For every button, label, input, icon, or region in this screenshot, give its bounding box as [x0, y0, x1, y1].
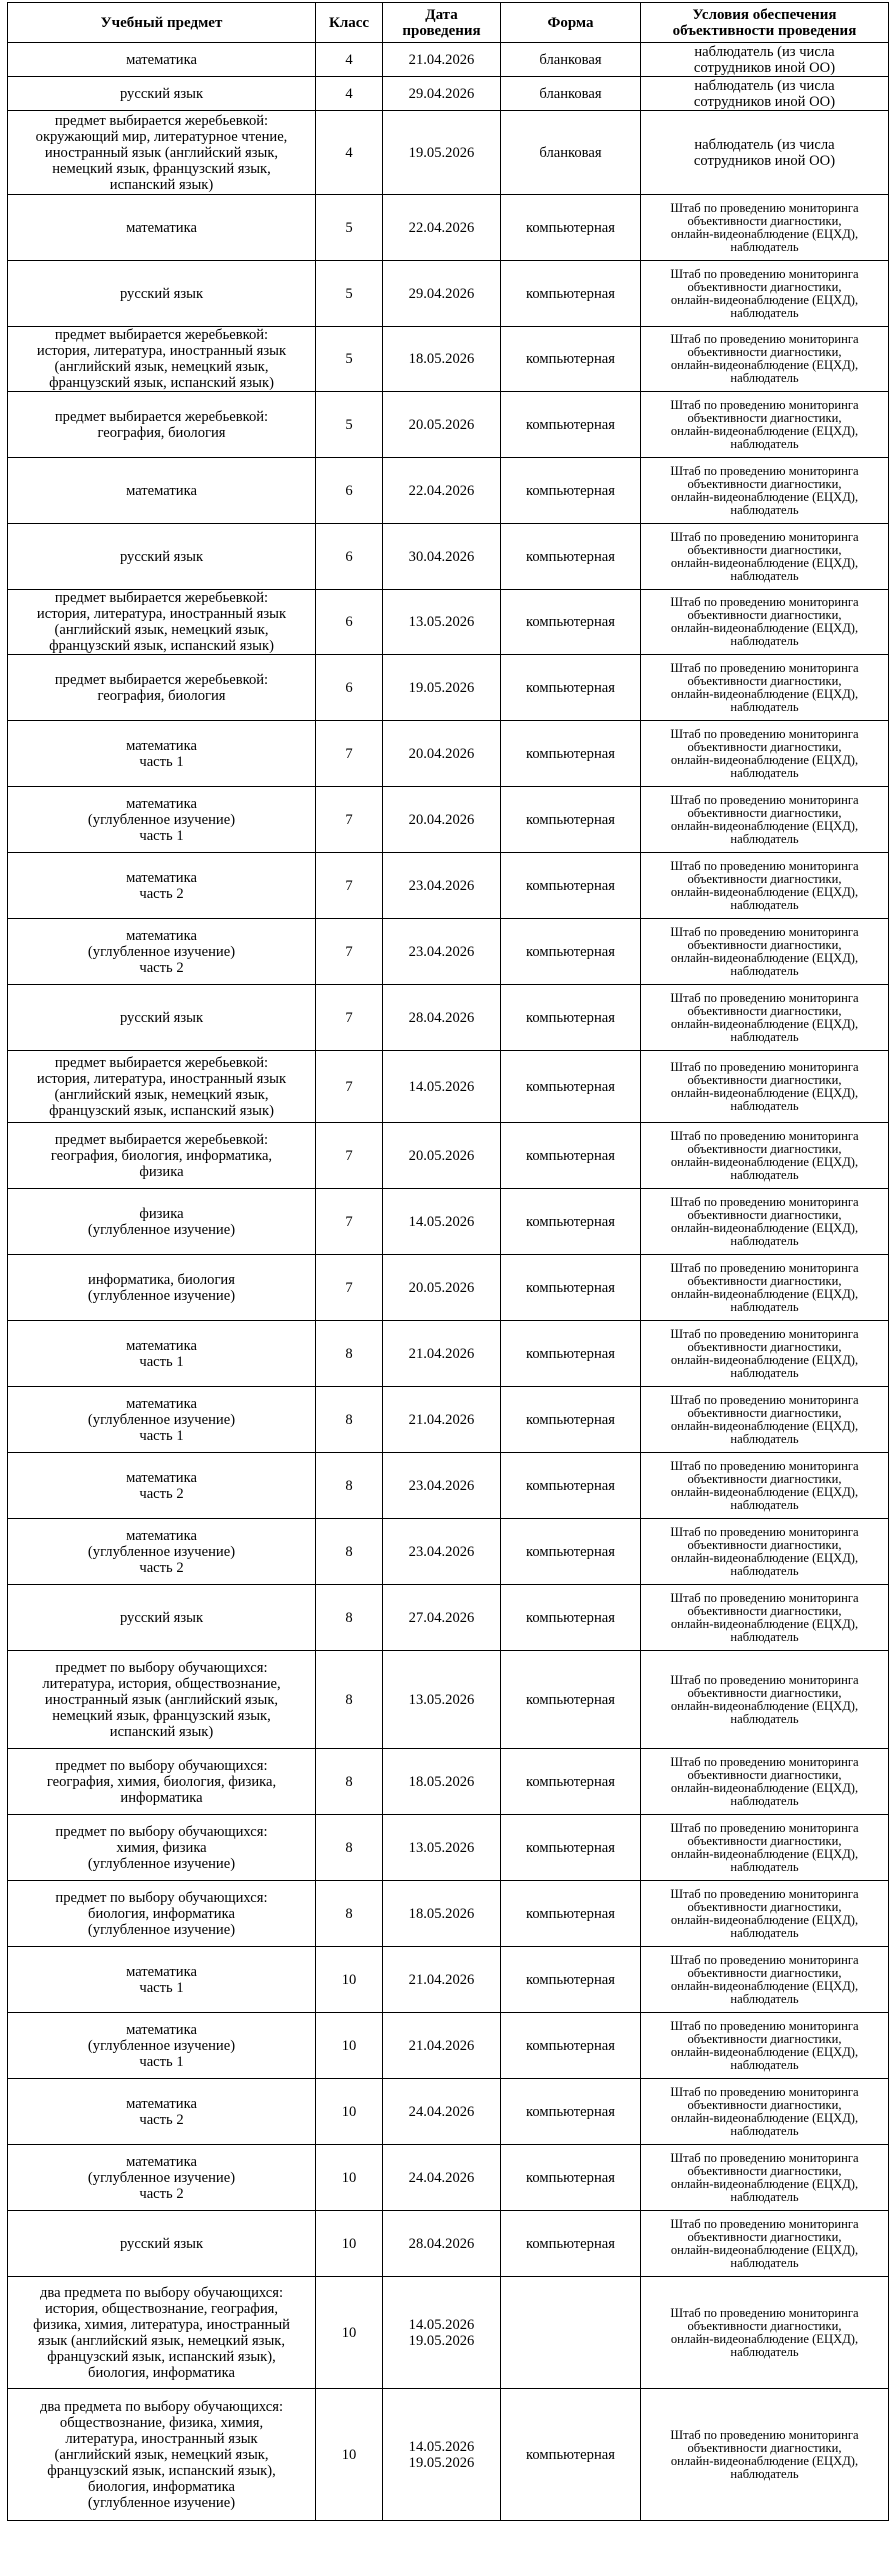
cell-conditions: Штаб по проведению мониторинга объективности диагностики, онлайн-видеонаблюдение (ЕЦХД), наблюдатель — [641, 261, 889, 327]
table-row — [8, 2145, 889, 2211]
cell-grade: 7 — [316, 787, 383, 853]
cell-subject: предмет по выбору обучающихся: химия, физика (углубленное изучение) — [8, 1815, 316, 1881]
table-row — [8, 1585, 889, 1651]
cell-grade: 5 — [316, 327, 383, 392]
cell-subject: предмет по выбору обучающихся: география, химия, биология, физика, информатика — [8, 1749, 316, 1815]
cell-date: 19.05.2026 — [383, 655, 501, 721]
cell-conditions: Штаб по проведению мониторинга объективности диагностики, онлайн-видеонаблюдение (ЕЦХД), наблюдатель — [641, 1881, 889, 1947]
cell-form: бланковая — [501, 77, 641, 111]
cell-form: компьютерная — [501, 721, 641, 787]
cell-form: компьютерная — [501, 195, 641, 261]
cell-date: 23.04.2026 — [383, 1519, 501, 1585]
table-row — [8, 195, 889, 261]
schedule-page — [7, 2, 889, 2521]
cell-form: компьютерная — [501, 1749, 641, 1815]
cell-grade: 8 — [316, 1881, 383, 1947]
table-row — [8, 919, 889, 985]
cell-date: 14.05.2026 19.05.2026 — [383, 2277, 501, 2389]
cell-grade: 7 — [316, 919, 383, 985]
table-row — [8, 1387, 889, 1453]
cell-date: 21.04.2026 — [383, 1387, 501, 1453]
cell-grade: 5 — [316, 195, 383, 261]
cell-grade: 6 — [316, 590, 383, 655]
cell-subject: математика (углубленное изучение) часть 2 — [8, 919, 316, 985]
cell-subject: математика (углубленное изучение) часть 2 — [8, 1519, 316, 1585]
table-row — [8, 2211, 889, 2277]
cell-form: компьютерная — [501, 327, 641, 392]
cell-grade: 7 — [316, 853, 383, 919]
cell-date: 13.05.2026 — [383, 1651, 501, 1749]
cell-form: компьютерная — [501, 1519, 641, 1585]
table-row — [8, 1881, 889, 1947]
cell-grade: 4 — [316, 111, 383, 195]
table-row — [8, 1123, 889, 1189]
cell-form: компьютерная — [501, 1651, 641, 1749]
cell-subject: предмет выбирается жеребьевкой: окружающий мир, литературное чтение, иностранный язык (английский язык, немецкий язык, французский язык, испанский язык) — [8, 111, 316, 195]
cell-date: 29.04.2026 — [383, 261, 501, 327]
cell-subject: информатика, биология (углубленное изучение) — [8, 1255, 316, 1321]
cell-grade: 6 — [316, 458, 383, 524]
cell-form: компьютерная — [501, 1051, 641, 1123]
cell-form: компьютерная — [501, 1453, 641, 1519]
cell-date: 23.04.2026 — [383, 919, 501, 985]
cell-date: 13.05.2026 — [383, 590, 501, 655]
cell-conditions: Штаб по проведению мониторинга объективности диагностики, онлайн-видеонаблюдение (ЕЦХД), наблюдатель — [641, 524, 889, 590]
cell-conditions: Штаб по проведению мониторинга объективности диагностики, онлайн-видеонаблюдение (ЕЦХД), наблюдатель — [641, 1453, 889, 1519]
cell-subject: предмет по выбору обучающихся: биология, информатика (углубленное изучение) — [8, 1881, 316, 1947]
cell-conditions: Штаб по проведению мониторинга объективности диагностики, онлайн-видеонаблюдение (ЕЦХД), наблюдатель — [641, 2013, 889, 2079]
cell-grade: 6 — [316, 655, 383, 721]
cell-conditions: Штаб по проведению мониторинга объективности диагностики, онлайн-видеонаблюдение (ЕЦХД), наблюдатель — [641, 1815, 889, 1881]
cell-subject: русский язык — [8, 77, 316, 111]
cell-date: 21.04.2026 — [383, 1947, 501, 2013]
cell-date: 24.04.2026 — [383, 2145, 501, 2211]
table-row — [8, 787, 889, 853]
cell-subject: русский язык — [8, 261, 316, 327]
cell-subject: русский язык — [8, 985, 316, 1051]
cell-conditions: Штаб по проведению мониторинга объективности диагностики, онлайн-видеонаблюдение (ЕЦХД), наблюдатель — [641, 392, 889, 458]
table-row — [8, 1815, 889, 1881]
cell-conditions: Штаб по проведению мониторинга объективности диагностики, онлайн-видеонаблюдение (ЕЦХД), наблюдатель — [641, 1651, 889, 1749]
cell-form: компьютерная — [501, 919, 641, 985]
cell-date: 20.05.2026 — [383, 1255, 501, 1321]
table-row — [8, 77, 889, 111]
cell-date: 24.04.2026 — [383, 2079, 501, 2145]
cell-grade: 10 — [316, 2389, 383, 2521]
cell-grade: 7 — [316, 1123, 383, 1189]
cell-conditions: Штаб по проведению мониторинга объективности диагностики, онлайн-видеонаблюдение (ЕЦХД), наблюдатель — [641, 2389, 889, 2521]
table-row — [8, 1519, 889, 1585]
cell-date: 20.04.2026 — [383, 787, 501, 853]
cell-form: компьютерная — [501, 1387, 641, 1453]
cell-form: компьютерная — [501, 1255, 641, 1321]
cell-date: 20.05.2026 — [383, 1123, 501, 1189]
cell-grade: 7 — [316, 1255, 383, 1321]
cell-date: 18.05.2026 — [383, 327, 501, 392]
cell-date: 20.05.2026 — [383, 392, 501, 458]
cell-form: компьютерная — [501, 392, 641, 458]
cell-form: компьютерная — [501, 590, 641, 655]
cell-form: компьютерная — [501, 1881, 641, 1947]
cell-date: 18.05.2026 — [383, 1881, 501, 1947]
cell-date: 18.05.2026 — [383, 1749, 501, 1815]
cell-grade: 8 — [316, 1387, 383, 1453]
cell-date: 21.04.2026 — [383, 2013, 501, 2079]
cell-conditions: Штаб по проведению мониторинга объективности диагностики, онлайн-видеонаблюдение (ЕЦХД), наблюдатель — [641, 1051, 889, 1123]
cell-conditions: Штаб по проведению мониторинга объективности диагностики, онлайн-видеонаблюдение (ЕЦХД), наблюдатель — [641, 590, 889, 655]
cell-date: 27.04.2026 — [383, 1585, 501, 1651]
cell-date: 14.05.2026 — [383, 1189, 501, 1255]
cell-conditions: Штаб по проведению мониторинга объективности диагностики, онлайн-видеонаблюдение (ЕЦХД), наблюдатель — [641, 655, 889, 721]
column-header-conditions: Условия обеспечения объективности проведения — [641, 3, 889, 43]
cell-subject: математика часть 1 — [8, 1947, 316, 2013]
cell-subject: русский язык — [8, 2211, 316, 2277]
cell-form: компьютерная — [501, 1321, 641, 1387]
cell-form: компьютерная — [501, 2389, 641, 2521]
table-row — [8, 261, 889, 327]
cell-grade: 8 — [316, 1651, 383, 1749]
cell-grade: 8 — [316, 1321, 383, 1387]
cell-subject: предмет выбирается жеребьевкой: география, биология — [8, 655, 316, 721]
cell-conditions: Штаб по проведению мониторинга объективности диагностики, онлайн-видеонаблюдение (ЕЦХД), наблюдатель — [641, 721, 889, 787]
table-row — [8, 2013, 889, 2079]
cell-conditions: Штаб по проведению мониторинга объективности диагностики, онлайн-видеонаблюдение (ЕЦХД), наблюдатель — [641, 2277, 889, 2389]
cell-subject: математика — [8, 43, 316, 77]
cell-form — [501, 2277, 641, 2389]
table-row — [8, 655, 889, 721]
cell-form: компьютерная — [501, 1585, 641, 1651]
cell-subject: два предмета по выбору обучающихся: история, обществознание, география, физика, химия, литература, иностранный язык (английский язык, немецкий язык, французский язык, испанский язык), биология, информатика — [8, 2277, 316, 2389]
cell-conditions: Штаб по проведению мониторинга объективности диагностики, онлайн-видеонаблюдение (ЕЦХД), наблюдатель — [641, 1321, 889, 1387]
table-row — [8, 590, 889, 655]
cell-date: 14.05.2026 — [383, 1051, 501, 1123]
cell-form: компьютерная — [501, 2013, 641, 2079]
cell-grade: 6 — [316, 524, 383, 590]
cell-date: 28.04.2026 — [383, 2211, 501, 2277]
cell-form: компьютерная — [501, 1815, 641, 1881]
table-row — [8, 1051, 889, 1123]
cell-grade: 4 — [316, 43, 383, 77]
table-row — [8, 458, 889, 524]
cell-form: компьютерная — [501, 985, 641, 1051]
cell-subject: математика часть 2 — [8, 2079, 316, 2145]
cell-grade: 7 — [316, 1051, 383, 1123]
cell-form: компьютерная — [501, 2145, 641, 2211]
cell-form: компьютерная — [501, 1947, 641, 2013]
cell-form: компьютерная — [501, 458, 641, 524]
cell-date: 30.04.2026 — [383, 524, 501, 590]
cell-subject: русский язык — [8, 1585, 316, 1651]
cell-conditions: Штаб по проведению мониторинга объективности диагностики, онлайн-видеонаблюдение (ЕЦХД), наблюдатель — [641, 1255, 889, 1321]
cell-form: компьютерная — [501, 853, 641, 919]
cell-conditions: Штаб по проведению мониторинга объективности диагностики, онлайн-видеонаблюдение (ЕЦХД), наблюдатель — [641, 1947, 889, 2013]
cell-form: компьютерная — [501, 2079, 641, 2145]
column-header-form: Форма — [501, 3, 641, 43]
cell-conditions: Штаб по проведению мониторинга объективности диагностики, онлайн-видеонаблюдение (ЕЦХД), наблюдатель — [641, 2145, 889, 2211]
table-row — [8, 2079, 889, 2145]
cell-grade: 10 — [316, 2211, 383, 2277]
cell-grade: 8 — [316, 1453, 383, 1519]
cell-form: компьютерная — [501, 2211, 641, 2277]
cell-grade: 8 — [316, 1815, 383, 1881]
cell-subject: математика часть 2 — [8, 853, 316, 919]
cell-form: компьютерная — [501, 1123, 641, 1189]
cell-form: компьютерная — [501, 1189, 641, 1255]
cell-conditions: Штаб по проведению мониторинга объективности диагностики, онлайн-видеонаблюдение (ЕЦХД), наблюдатель — [641, 458, 889, 524]
cell-subject: математика часть 1 — [8, 1321, 316, 1387]
cell-conditions: Штаб по проведению мониторинга объективности диагностики, онлайн-видеонаблюдение (ЕЦХД), наблюдатель — [641, 919, 889, 985]
cell-form: бланковая — [501, 111, 641, 195]
cell-grade: 5 — [316, 392, 383, 458]
cell-conditions: Штаб по проведению мониторинга объективности диагностики, онлайн-видеонаблюдение (ЕЦХД), наблюдатель — [641, 1123, 889, 1189]
cell-subject: два предмета по выбору обучающихся: обществознание, физика, химия, литература, иностранный язык (английский язык, немецкий язык, французский язык, испанский язык), биология, информатика (углубленное изучение) — [8, 2389, 316, 2521]
cell-subject: предмет выбирается жеребьевкой: история, литература, иностранный язык (английский язык, немецкий язык, французский язык, испанский язык) — [8, 327, 316, 392]
cell-conditions: Штаб по проведению мониторинга объективности диагностики, онлайн-видеонаблюдение (ЕЦХД), наблюдатель — [641, 1749, 889, 1815]
cell-subject: предмет выбирается жеребьевкой: география, биология, информатика, физика — [8, 1123, 316, 1189]
cell-date: 22.04.2026 — [383, 458, 501, 524]
cell-date: 20.04.2026 — [383, 721, 501, 787]
cell-grade: 10 — [316, 1947, 383, 2013]
cell-conditions: Штаб по проведению мониторинга объективности диагностики, онлайн-видеонаблюдение (ЕЦХД), наблюдатель — [641, 2211, 889, 2277]
cell-subject: математика (углубленное изучение) часть 1 — [8, 1387, 316, 1453]
table-row — [8, 2389, 889, 2521]
cell-date: 13.05.2026 — [383, 1815, 501, 1881]
cell-conditions: Штаб по проведению мониторинга объективности диагностики, онлайн-видеонаблюдение (ЕЦХД), наблюдатель — [641, 985, 889, 1051]
cell-conditions: наблюдатель (из числа сотрудников иной ОО) — [641, 77, 889, 111]
cell-subject: математика (углубленное изучение) часть 2 — [8, 2145, 316, 2211]
table-row — [8, 392, 889, 458]
cell-subject: предмет выбирается жеребьевкой: география, биология — [8, 392, 316, 458]
assessment-schedule-table — [7, 2, 889, 2521]
cell-grade: 7 — [316, 1189, 383, 1255]
column-header-grade: Класс — [316, 3, 383, 43]
cell-subject: русский язык — [8, 524, 316, 590]
table-header-row — [8, 3, 889, 43]
cell-conditions: Штаб по проведению мониторинга объективности диагностики, онлайн-видеонаблюдение (ЕЦХД), наблюдатель — [641, 195, 889, 261]
table-body — [8, 43, 889, 2521]
cell-subject: математика часть 2 — [8, 1453, 316, 1519]
cell-form: компьютерная — [501, 787, 641, 853]
cell-date: 21.04.2026 — [383, 43, 501, 77]
cell-grade: 8 — [316, 1585, 383, 1651]
cell-date: 28.04.2026 — [383, 985, 501, 1051]
table-row — [8, 1947, 889, 2013]
cell-date: 21.04.2026 — [383, 1321, 501, 1387]
cell-grade: 10 — [316, 2277, 383, 2389]
cell-grade: 10 — [316, 2145, 383, 2211]
cell-subject: физика (углубленное изучение) — [8, 1189, 316, 1255]
table-row — [8, 327, 889, 392]
cell-form: компьютерная — [501, 261, 641, 327]
column-header-date: Дата проведения — [383, 3, 501, 43]
table-row — [8, 1321, 889, 1387]
cell-conditions: Штаб по проведению мониторинга объективности диагностики, онлайн-видеонаблюдение (ЕЦХД), наблюдатель — [641, 1519, 889, 1585]
cell-date: 14.05.2026 19.05.2026 — [383, 2389, 501, 2521]
cell-subject: математика — [8, 458, 316, 524]
cell-date: 23.04.2026 — [383, 853, 501, 919]
cell-grade: 10 — [316, 2013, 383, 2079]
table-row — [8, 43, 889, 77]
cell-grade: 4 — [316, 77, 383, 111]
column-header-subject: Учебный предмет — [8, 3, 316, 43]
cell-conditions: Штаб по проведению мониторинга объективности диагностики, онлайн-видеонаблюдение (ЕЦХД), наблюдатель — [641, 327, 889, 392]
cell-conditions: Штаб по проведению мониторинга объективности диагностики, онлайн-видеонаблюдение (ЕЦХД), наблюдатель — [641, 853, 889, 919]
cell-subject: математика (углубленное изучение) часть 1 — [8, 787, 316, 853]
cell-subject: математика (углубленное изучение) часть 1 — [8, 2013, 316, 2079]
cell-form: бланковая — [501, 43, 641, 77]
cell-grade: 7 — [316, 721, 383, 787]
table-row — [8, 1255, 889, 1321]
cell-conditions: Штаб по проведению мониторинга объективности диагностики, онлайн-видеонаблюдение (ЕЦХД), наблюдатель — [641, 1387, 889, 1453]
cell-grade: 5 — [316, 261, 383, 327]
cell-conditions: наблюдатель (из числа сотрудников иной ОО) — [641, 111, 889, 195]
cell-conditions: Штаб по проведению мониторинга объективности диагностики, онлайн-видеонаблюдение (ЕЦХД), наблюдатель — [641, 1585, 889, 1651]
cell-grade: 8 — [316, 1519, 383, 1585]
table-row — [8, 1453, 889, 1519]
cell-grade: 10 — [316, 2079, 383, 2145]
table-row — [8, 524, 889, 590]
cell-subject: предмет выбирается жеребьевкой: история, литература, иностранный язык (английский язык, немецкий язык, французский язык, испанский язык) — [8, 1051, 316, 1123]
cell-conditions: Штаб по проведению мониторинга объективности диагностики, онлайн-видеонаблюдение (ЕЦХД), наблюдатель — [641, 787, 889, 853]
cell-subject: предмет по выбору обучающихся: литература, история, обществознание, иностранный язык (английский язык, немецкий язык, французский язык, испанский язык) — [8, 1651, 316, 1749]
table-row — [8, 1651, 889, 1749]
cell-date: 19.05.2026 — [383, 111, 501, 195]
cell-conditions: наблюдатель (из числа сотрудников иной ОО) — [641, 43, 889, 77]
table-row — [8, 1749, 889, 1815]
cell-grade: 8 — [316, 1749, 383, 1815]
cell-date: 23.04.2026 — [383, 1453, 501, 1519]
cell-subject: математика — [8, 195, 316, 261]
cell-form: компьютерная — [501, 524, 641, 590]
cell-form: компьютерная — [501, 655, 641, 721]
table-row — [8, 721, 889, 787]
table-row — [8, 2277, 889, 2389]
table-row — [8, 853, 889, 919]
cell-grade: 7 — [316, 985, 383, 1051]
cell-date: 22.04.2026 — [383, 195, 501, 261]
cell-conditions: Штаб по проведению мониторинга объективности диагностики, онлайн-видеонаблюдение (ЕЦХД), наблюдатель — [641, 2079, 889, 2145]
cell-subject: математика часть 1 — [8, 721, 316, 787]
table-row — [8, 111, 889, 195]
cell-subject: предмет выбирается жеребьевкой: история, литература, иностранный язык (английский язык, немецкий язык, французский язык, испанский язык) — [8, 590, 316, 655]
cell-date: 29.04.2026 — [383, 77, 501, 111]
cell-conditions: Штаб по проведению мониторинга объективности диагностики, онлайн-видеонаблюдение (ЕЦХД), наблюдатель — [641, 1189, 889, 1255]
table-row — [8, 985, 889, 1051]
table-row — [8, 1189, 889, 1255]
